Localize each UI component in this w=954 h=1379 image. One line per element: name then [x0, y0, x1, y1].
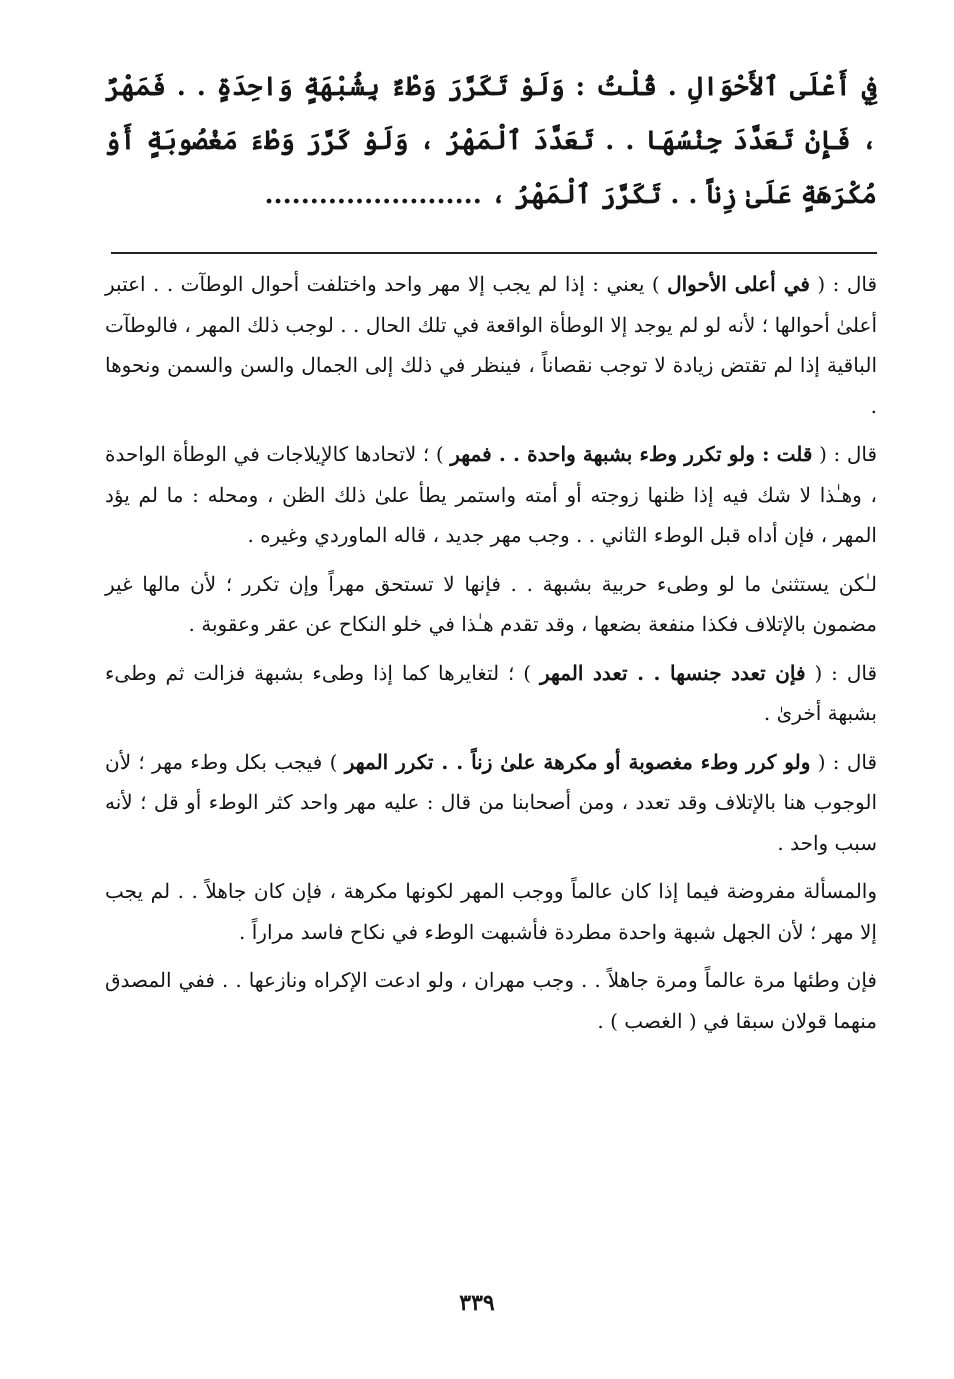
quote-open: قال : ( [819, 442, 878, 466]
quoted-matn: قلت : ولو تكرر وطء بشبهة واحدة . . فمهر [450, 442, 813, 466]
quote-open: قال : ( [814, 660, 878, 685]
matn-dots: ........................ [264, 180, 482, 210]
quote-open: قال : ( [817, 272, 878, 296]
sharh-paragraph-5 [105, 742, 877, 864]
matn-line-1: فِي أَعْلَى ٱلأَحْوَالِ . قُلْتُ : وَلَوْ تَكَرَّرَ وَطْءٌ بِشُبْهَةٍ وَاحِدَةٍ . . فَمَهْرٌ ، فَإِنْ تَعَدَّدَ [105, 72, 877, 156]
quoted-matn: في أعلى الأحوال [667, 272, 810, 296]
commentary-text: فإن وطئها مرة عالماً ومرة جاهلاً . . وجب مهران ، ولو ادعت الإكراه ونازعها . . ففي المصدق منهما قولان سبقا في ( الغصب ) . [105, 968, 877, 1033]
sharh-paragraph-7 [105, 960, 877, 1041]
commentary-text: والمسألة مفروضة فيما إذا كان عالماً ووجب المهر لكونها مكرهة ، فإن كان جاهلاً . . لم يجب إلا مهر ؛ لأن الجهل شبهة واحدة مطردة فأشبهت الوطء في نكاح فاسد مراراً . [105, 879, 877, 944]
commentary-text: لـٰكن يستثنىٰ ما لو وطىء حربية بشبهة . . فإنها لا تستحق مهراً وإن تكرر ؛ لأن مالها غير مضمون بالإتلاف فكذا منفعة بضعها ، وقد تقدم هـٰذا في خلو النكاح عن عقر وعقوبة . [105, 571, 877, 636]
sharh-paragraph-1 [105, 264, 877, 426]
quoted-matn: ولو كرر وطء مغصوبة أو مكرهة علىٰ زناً . . تكرر المهر [344, 749, 811, 774]
sharh-paragraph-2 [105, 434, 877, 556]
commentary-text: ) ؛ لاتحادها كالإيلاجات في الوطأة الواحدة ، وهـٰذا لا شك فيه إذا ظنها زوجته أو أمته واستمر يطأ علىٰ ذلك الظن ، ومحله : ما لم يؤد المهر ، فإن أداه قبل الوطء الثاني . . وجب مهر جديد ، قاله الماوردي وغيره . [105, 442, 877, 547]
sharh-paragraph-6 [105, 871, 877, 952]
page-content [105, 60, 877, 1049]
commentary-text: ) ؛ لتغايرها كما إذا وطىء بشبهة فزالت ثم وطىء بشبهة أخرىٰ . [105, 660, 877, 725]
sharh-paragraph-4 [105, 653, 877, 734]
quoted-matn: فإن تعدد جنسها . . تعدد المهر [539, 660, 806, 685]
page-number: ٣٣٩ [459, 1290, 495, 1316]
separator-line [111, 252, 877, 254]
matn-line-3: ٱلْمَهْرُ ، [490, 180, 592, 210]
matn-line-2: جِنْسُهَا . . تَعَدَّدَ ٱلْمَهْرُ ، وَلَوْ كَرَّرَ وَطْءَ مَغْصُوبَةٍ أَوْ مُكْرَهَةٍ عَلَىٰ زِناً . . تَكَرَّرَ [105, 126, 877, 210]
matn-text [105, 60, 877, 222]
commentary-text: ) فيجب بكل وطء مهر ؛ لأن الوجوب هنا بالإتلاف وقد تعدد ، ومن أصحابنا من قال : عليه مهر واحد كثر الوطء أو قل ؛ لأنه سبب واحد . [105, 749, 878, 855]
commentary-text: ) يعني : إذا لم يجب إلا مهر واحد واختلفت أحوال الوطآت . . اعتبر أعلىٰ أحوالها ؛ لأنه لو لم يوجد إلا الوطأة الواقعة في تلك الحال . . لوجب ذلك المهر ، فالوطآت الباقية إذا لم تقتض زيادة لا توجب نقصاناً ، فينظر في ذلك إلى الجمال والسن والسمن ونحوها . [105, 272, 877, 418]
sharh-paragraph-3 [105, 564, 877, 645]
quote-open: قال : ( [817, 749, 878, 774]
